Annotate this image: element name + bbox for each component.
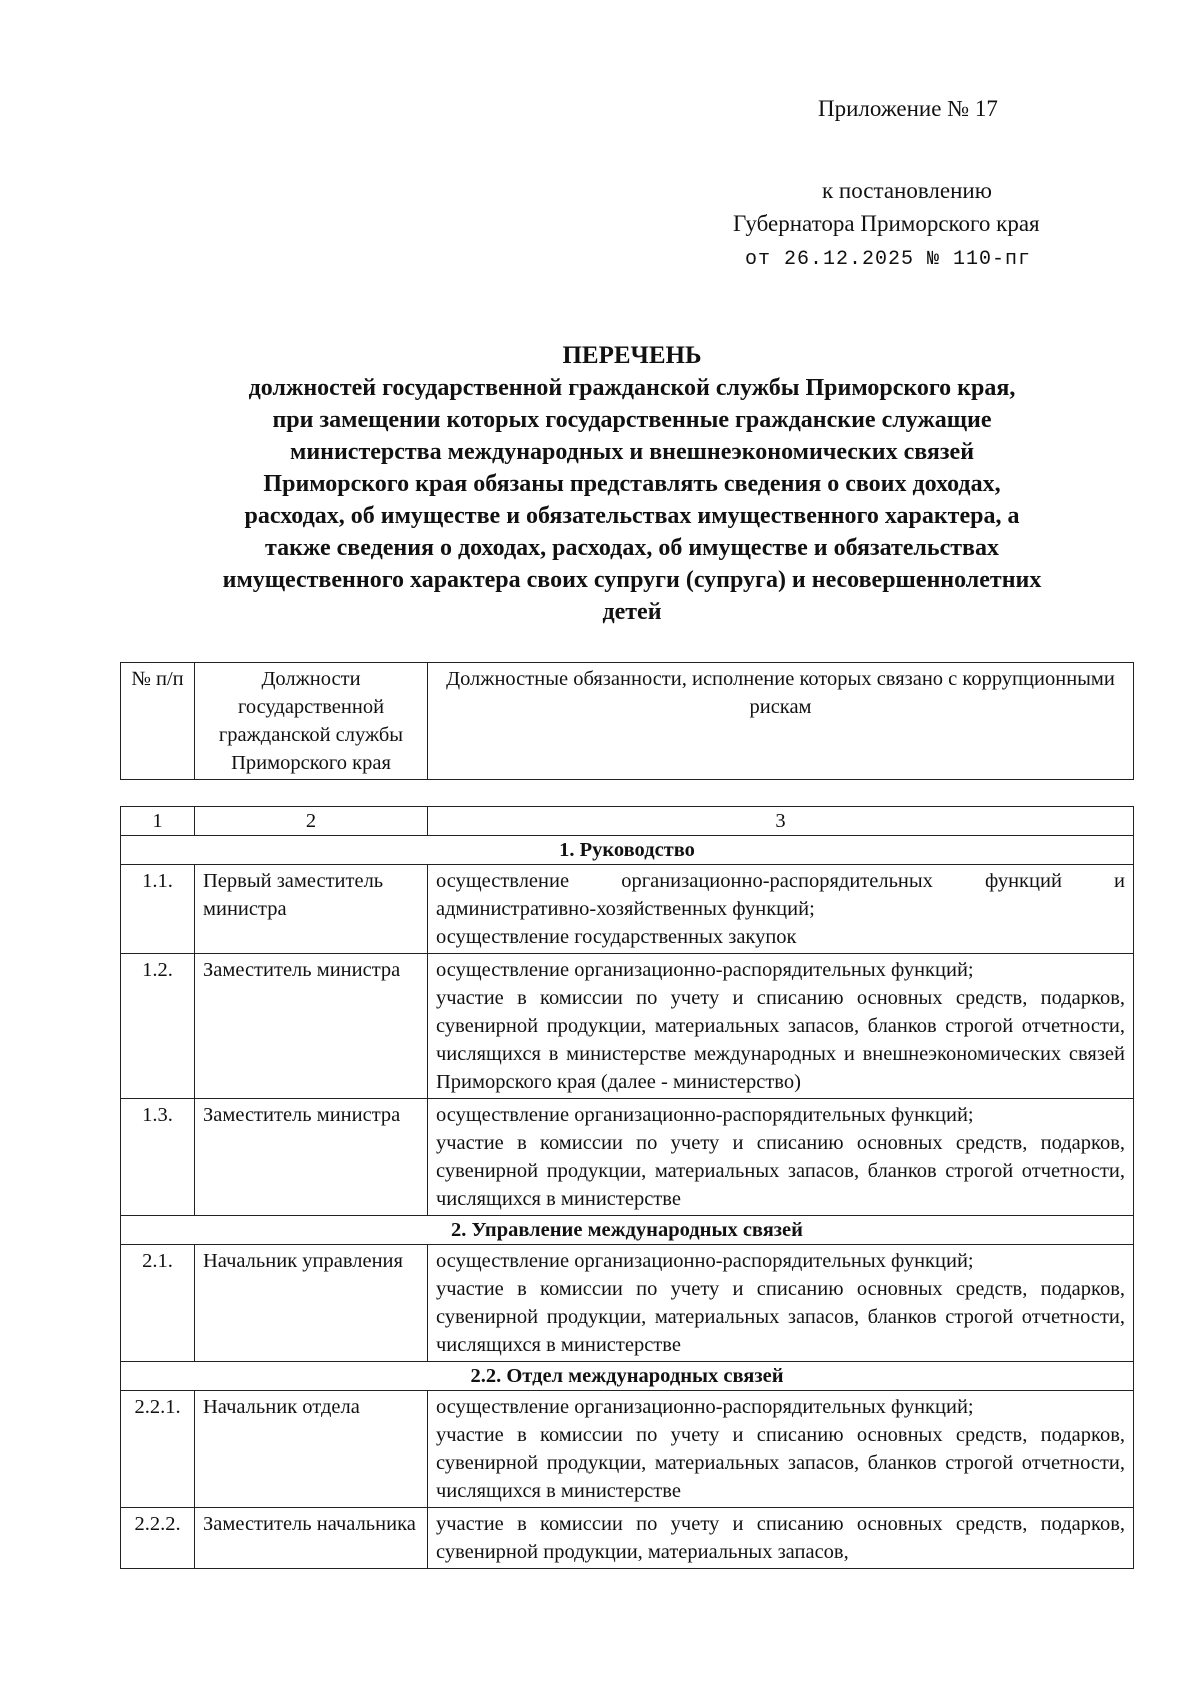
duty-item: участие в комиссии по учету и списанию основных средств, подарков, сувенирной продукции, материальных запасов, бланков строгой отчетности, числящихся в министерстве <box>436 1278 1125 1356</box>
row-duties <box>428 865 1134 954</box>
duty-item: участие в комиссии по учету и списанию основных средств, подарков, сувенирной продукции, материальных запасов, бланков строгой отчетности, числящихся в министерстве международных и внешнеэкономических связей Приморского края (далее - министерство) <box>436 987 1125 1093</box>
duty-item: участие в комиссии по учету и списанию основных средств, подарков, сувенирной продукции, материальных запасов, бланков строгой отчетности, числящихся в министерстве <box>436 1132 1125 1210</box>
header-col-number: № п/п <box>121 663 195 780</box>
title-line: должностей государственной гражданской службы Приморского края, <box>248 375 1016 401</box>
duty-item: осуществление организационно-распорядительных функций и административно-хозяйственных функций; <box>436 870 1125 920</box>
row-duties <box>428 1099 1134 1216</box>
table-row <box>121 1508 1134 1569</box>
row-number: 2.1. <box>121 1245 195 1362</box>
row-number: 2.2.1. <box>121 1391 195 1508</box>
row-position: Начальник отдела <box>195 1391 428 1508</box>
column-number-row <box>121 807 1134 836</box>
table-row <box>121 1391 1134 1508</box>
title-line: расходах, об имуществе и обязательствах имущественного характера, а <box>244 503 1020 529</box>
row-number: 2.2.2. <box>121 1508 195 1569</box>
column-number: 3 <box>428 807 1134 836</box>
section-title: 1. Руководство <box>121 836 1134 865</box>
duty-item: осуществление организационно-распорядительных функций; <box>436 1250 974 1272</box>
row-duties <box>428 1245 1134 1362</box>
decree-governor: Губернатора Приморского края <box>733 211 1040 236</box>
title-line: детей <box>602 599 662 625</box>
duty-item: осуществление организационно-распорядительных функций; <box>436 1104 974 1126</box>
row-position: Заместитель министра <box>195 954 428 1099</box>
table-row <box>121 1099 1134 1216</box>
row-number: 1.1. <box>121 865 195 954</box>
positions-table <box>120 806 1134 1569</box>
duty-item: осуществление государственных закупок <box>436 926 797 948</box>
row-position: Заместитель начальника <box>195 1508 428 1569</box>
row-duties <box>428 1391 1134 1508</box>
row-position: Начальник управления <box>195 1245 428 1362</box>
table-header <box>120 662 1134 780</box>
title-line: Приморского края обязаны представлять сведения о своих доходах, <box>263 471 1001 497</box>
title-line: при замещении которых государственные гражданские служащие <box>272 407 992 433</box>
duty-item: участие в комиссии по учету и списанию основных средств, подарков, сувенирной продукции, материальных запасов, бланков строгой отчетности, числящихся в министерстве <box>436 1424 1125 1502</box>
column-number: 2 <box>195 807 428 836</box>
column-number: 1 <box>121 807 195 836</box>
section-title: 2. Управление международных связей <box>121 1216 1134 1245</box>
document-title <box>120 340 1144 628</box>
section-row <box>121 836 1134 865</box>
title-line: имущественного характера своих супруги (супруга) и несовершеннолетних <box>222 567 1042 593</box>
duty-item: осуществление организационно-распорядительных функций; <box>436 959 974 981</box>
row-position: Заместитель министра <box>195 1099 428 1216</box>
appendix-label: Приложение № 17 <box>818 96 998 121</box>
section-row <box>121 1362 1134 1391</box>
table-row <box>121 1245 1134 1362</box>
header-col-position: Должности государственной гражданской службы Приморского края <box>195 663 428 780</box>
row-number: 1.3. <box>121 1099 195 1216</box>
table-row <box>121 954 1134 1099</box>
decree-date: от 26.12.2025 № 110-пг <box>745 248 1032 271</box>
row-position: Первый заместитель министра <box>195 865 428 954</box>
title-line: также сведения о доходах, расходах, об имуществе и обязательствах <box>264 535 999 561</box>
title-line: министерства международных и внешнеэкономических связей <box>289 439 975 465</box>
section-title: 2.2. Отдел международных связей <box>121 1362 1134 1391</box>
duty-item: участие в комиссии по учету и списанию основных средств, подарков, сувенирной продукции, материальных запасов, <box>436 1513 1125 1563</box>
row-number: 1.2. <box>121 954 195 1099</box>
section-row <box>121 1216 1134 1245</box>
table-row <box>121 865 1134 954</box>
row-duties <box>428 1508 1134 1569</box>
table-header-row <box>121 663 1134 780</box>
row-duties <box>428 954 1134 1099</box>
header-col-duties: Должностные обязанности, исполнение которых связано с коррупционными рискам <box>428 663 1134 780</box>
duty-item: осуществление организационно-распорядительных функций; <box>436 1396 974 1418</box>
decree-to: к постановлению <box>822 178 992 203</box>
title-main: ПЕРЕЧЕНЬ <box>562 342 702 369</box>
